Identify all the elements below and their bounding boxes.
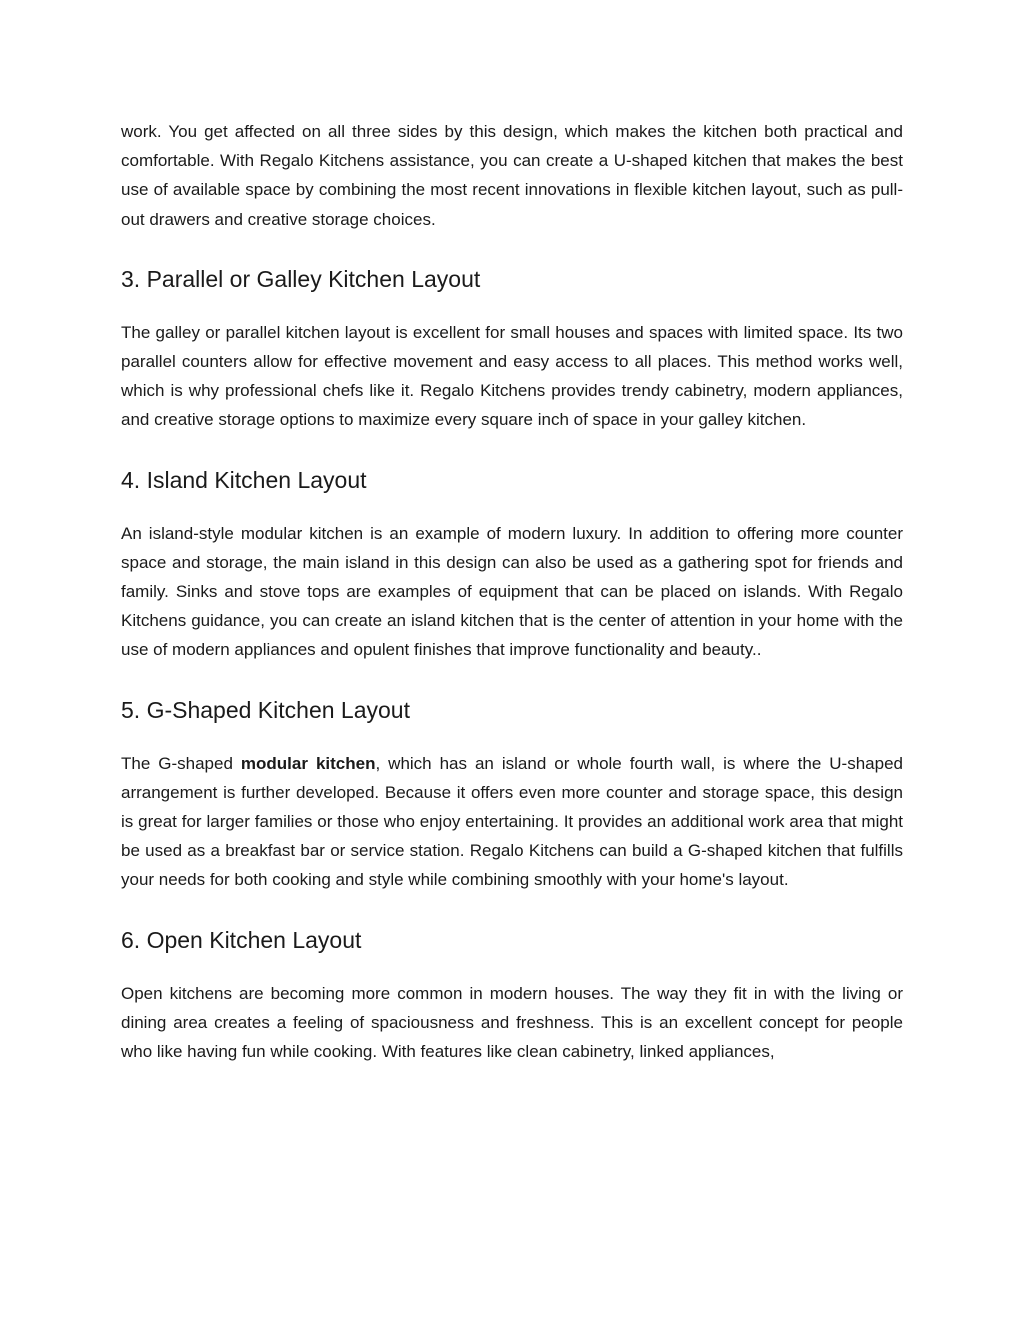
section-heading-parallel-galley: 3. Parallel or Galley Kitchen Layout: [121, 265, 481, 292]
section-heading-g-shaped: 5. G-Shaped Kitchen Layout: [121, 696, 410, 723]
section-paragraph-g-shaped: [121, 749, 903, 895]
g-shaped-text-rest: , which has an island or whole fourth wall, is where the U-shaped arrangement is further developed. Because it offers even more counter and storage space, this design is great for larger families or those who enjoy entertaining. It provides an additional work area that might be used as a breakfast bar or service station. Regalo Kitchens can build a G-shaped kitchen that fulfills your needs for both cooking and style while combining smoothly with your home's layout.: [121, 753, 903, 890]
section-paragraph-parallel-galley: The galley or parallel kitchen layout is excellent for small houses and spaces with limited space. Its two parallel counters allow for effective movement and easy access to all places. This method works well, which is why professional chefs like it. Regalo Kitchens provides trendy cabinetry, modern appliances, and creative storage options to maximize every square inch of space in your galley kitchen.: [121, 322, 903, 430]
section-paragraph-island: An island-style modular kitchen is an example of modern luxury. In addition to offering more counter space and storage, the main island in this design can also be used as a gathering spot for friends and family. Sinks and stove tops are examples of equipment that can be placed on islands. With Regalo Kitchens guidance, you can create an island kitchen that is the center of attention in your home with the use of modern appliances and opulent finishes that improve functionality and beauty..: [121, 523, 903, 660]
section-heading-open: 6. Open Kitchen Layout: [121, 926, 362, 953]
section-paragraph-open: Open kitchens are becoming more common in modern houses. The way they fit in with the living or dining area creates a feeling of spaciousness and freshness. This is an excellent concept for people who like having fun while cooking. With features like clean cabinetry, linked appliances,: [121, 983, 903, 1062]
section-heading-island: 4. Island Kitchen Layout: [121, 466, 367, 493]
document-page: [121, 117, 903, 1066]
modular-kitchen-bold-text: modular kitchen: [240, 753, 376, 773]
intro-paragraph: work. You get affected on all three sides by this design, which makes the kitchen both practical and comfortable. With Regalo Kitchens assistance, you can create a U-shaped kitchen that makes the best use of available space by combining the most recent innovations in flexible kitchen layout, such as pull-out drawers and creative storage choices.: [121, 122, 903, 229]
g-shaped-text-start: The G-shaped: [121, 753, 241, 773]
